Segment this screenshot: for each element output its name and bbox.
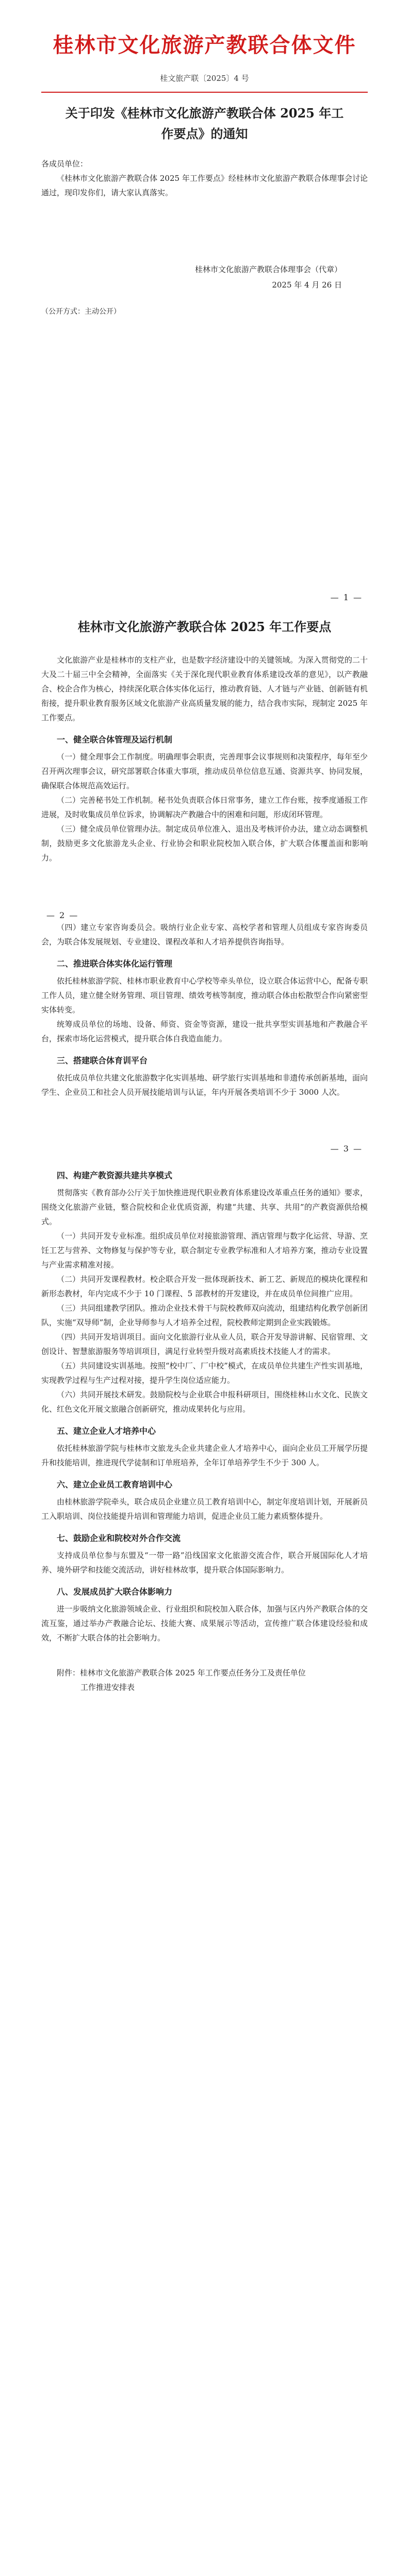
attachment-label: 附件：桂林市文化旅游产教联合体 2025 年工作要点任务分工及责任单位 <box>57 1668 306 1677</box>
paragraph: （三）健全成员单位管理办法。制定成员单位准入、退出及考核评价办法，建立动态调整机制，鼓励更多文化旅游龙头企业、行业协会和职业院校加入联合体，扩大联合体覆盖面和影响力。 <box>41 824 368 862</box>
red-rule-divider <box>41 92 368 93</box>
paragraph: 支持成员单位参与东盟及“一带一路”沿线国家文化旅游交流合作，联合开展国际化人才培养、境外研学和技能交流活动，讲好桂林故事，提升联合体国际影响力。 <box>41 1551 368 1574</box>
paragraph: （四）共同开发培训项目。面向文化旅游行业从业人员，联合开发导游讲解、民宿管理、文创设计、智慧旅游服务等培训项目，满足行业转型升级对高素质技术技能人才的需求。 <box>41 1332 368 1356</box>
section-heading: 三、搭建联合体育训平台 <box>57 1056 148 1065</box>
plan-intro: 文化旅游产业是桂林市的支柱产业，也是数字经济建设中的关键领域。为深入贯彻党的二十大及二十届三中全会精神，全面落实《关于深化现代职业教育体系建设改革的意见》，以产教融合、校企合作为核心，持续深化联合体实体化运行，推动教育链、人才链与产业链、创新链有机衔接，提升职业教育服务区域文化旅游产业高质量发展的能力，结合我市实际，现制定 2025 年工作要点。 <box>41 655 368 722</box>
page-spacer <box>41 1099 368 1136</box>
paragraph: 由桂林旅游学院牵头，联合成员企业建立员工教育培训中心，制定年度培训计划，开展新员工入职培训、岗位技能提升培训和管理能力培训，促进企业员工能力素质整体提升。 <box>41 1497 368 1521</box>
document-header <box>41 29 368 83</box>
paragraph: 依托桂林旅游学院与桂林市文旅龙头企业共建企业人才培养中心，面向企业员工开展学历提升和技能培训，推进现代学徒制和订单班培养，全年订单培养学生不少于 300 人。 <box>41 1444 368 1467</box>
notice-body: 《桂林市文化旅游产教联合体 2025 年工作要点》经桂林市文化旅游产教联合体理事会讨论通过，现印发你们，请大家认真落实。 <box>41 174 368 197</box>
org-title: 桂林市文化旅游产教联合体文件 <box>53 33 356 57</box>
doc-number: 桂文旅产联〔2025〕4 号 <box>160 74 249 83</box>
paragraph: 依托成员单位共建文化旅游数字化实训基地、研学旅行实训基地和非遗传承创新基地，面向学生、企业员工和社会人员开展技能培训与认证，年内开展各类培训不少于 3000 人次。 <box>41 1073 368 1097</box>
section-heading: 四、构建产教资源共建共享模式 <box>57 1171 173 1180</box>
paragraph: （五）共同建设实训基地。按照“校中厂、厂中校”模式，在成员单位共建生产性实训基地，实现教学过程与生产过程对接，提升学生岗位适应能力。 <box>41 1361 368 1385</box>
page-spacer <box>41 316 368 584</box>
section-heading: 二、推进联合体实体化运行管理 <box>57 959 173 969</box>
signature-date: 2025 年 4 月 26 日 <box>272 280 342 290</box>
section-heading: 五、建立企业人才培养中心 <box>57 1426 156 1436</box>
page-number: — 3 — <box>330 1144 363 1154</box>
paragraph: 进一步吸纳文化旅游领域企业、行业组织和院校加入联合体，加强与区内外产教联合体的交流互鉴，通过举办产教融合论坛、技能大赛、成果展示等活动，宣传推广联合体建设经验和成效，不断扩大联合体的社会影响力。 <box>41 1604 368 1642</box>
section-heading: 一、健全联合体管理及运行机制 <box>57 735 173 744</box>
signature-block <box>41 262 368 293</box>
paragraph: 统筹成员单位的场地、设备、师资、资金等资源，建设一批共享型实训基地和产教融合平台，探索市场化运营模式，提升联合体自我造血能力。 <box>41 1020 368 1043</box>
plan-title: 桂林市文化旅游产教联合体 2025 年工作要点 <box>77 619 332 634</box>
section-heading: 七、鼓励企业和院校对外合作交流 <box>57 1533 181 1543</box>
paragraph: 依托桂林旅游学院、桂林市职业教育中心学校等牵头单位，设立联合体运营中心，配备专职工作人员，建立健全财务管理、项目管理、绩效考核等制度，推动联合体由松散型合作向紧密型实体转变。 <box>41 976 368 1014</box>
paragraph: （一）健全理事会工作制度。明确理事会职责，完善理事会议事规则和决策程序，每年至少召开两次理事会议，研究部署联合体重大事项，推动成员单位信息互通、资源共享、协同发展，确保联合体规范高效运行。 <box>41 752 368 790</box>
paragraph: （一）共同开发专业标准。组织成员单位对接旅游管理、酒店管理与数字化运营、导游、烹饪工艺与营养、文物修复与保护等专业，联合制定专业教学标准和人才培养方案，推动专业设置与产业需求精准对接。 <box>41 1231 368 1269</box>
page-spacer <box>41 865 368 901</box>
addressee: 各成员单位： <box>41 159 88 168</box>
signature-org: 桂林市文化旅游产教联合体理事会（代章） <box>194 265 342 274</box>
attachment-item: 工作推进安排表 <box>80 1683 135 1692</box>
page-number: — 2 — <box>46 910 79 920</box>
paragraph: （四）建立专家咨询委员会。吸纳行业企业专家、高校学者和管理人员组成专家咨询委员会，为联合体发展规划、专业建设、课程改革和人才培养提供咨询指导。 <box>41 923 368 946</box>
section-heading: 六、建立企业员工教育培训中心 <box>57 1480 173 1489</box>
public-note: （公开方式：主动公开） <box>41 308 121 316</box>
page-number: — 1 — <box>330 592 363 602</box>
paragraph: （六）共同开展技术研发。鼓励院校与企业联合申报科研项目，围绕桂林山水文化、民族文化、红色文化开展文旅融合创新研究，推动成果转化与应用。 <box>41 1390 368 1414</box>
notice-title: 关于印发《桂林市文化旅游产教联合体 2025 年工作要点》的通知 <box>65 106 344 141</box>
section-heading: 八、发展成员扩大联合体影响力 <box>57 1587 173 1597</box>
paragraph: （二）完善秘书处工作机制。秘书处负责联合体日常事务，建立工作台账，按季度通报工作进展，及时收集成员单位诉求，协调解决产教融合中的困难和问题，形成闭环管理。 <box>41 795 368 819</box>
paragraph: 贯彻落实《教育部办公厅关于加快推进现代职业教育体系建设改革重点任务的通知》要求，围绕文化旅游产业链，整合院校和企业优质资源，构建“共建、共享、共用”的产教资源供给模式。 <box>41 1188 368 1226</box>
paragraph: （二）共同开发课程教材。校企联合开发一批体现新技术、新工艺、新规范的模块化课程和新形态教材，年内完成不少于 10 门课程、5 部教材的开发建设，并在成员单位间推广应用。 <box>41 1275 368 1298</box>
paragraph: （三）共同组建教学团队。推动企业技术骨干与院校教师双向流动，组建结构化教学创新团队，实施“双导师”制，企业导师参与人才培养全过程，院校教师定期到企业实践锻炼。 <box>41 1303 368 1327</box>
